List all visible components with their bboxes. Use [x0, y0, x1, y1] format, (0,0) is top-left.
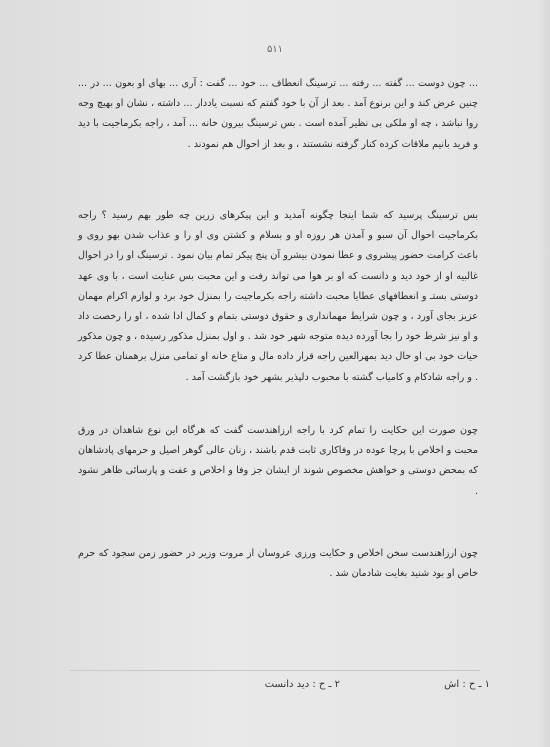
paragraph-4: چون ارزاهندست سخن اخلاص و حکایت ورزی عروسان از مروت وزیر در حضور زمن سجود که حرم خاص او بود شنید بغایت شادمان شد .: [78, 548, 478, 580]
paragraph-1: ... چون دوست ... گفته ... رفته ... ترسینگ انعطاف ... خود ... گفت : آری ... بهای او بعون ... در ... چنین عرض کند و این برنوع آمد . بعد از آن با خود گفتم که نسبت یاددار ... داشته ، نشان او بهیچ وجه روا نباشد ، چه او ملکی بی نظیر آمده است . بس ترسینگ بیرون خانه ... آمد ، راجه بکرماجیت با دید و فرید بانیم ملاقات کرده کنار گرفته نشستند ، و بعد از احوال هم نمودند .: [78, 78, 478, 150]
paragraph-2: بس ترسینگ پرسید که شما اینجا چگونه آمدید و این پیکرهای زرین چه طور بهم رسید ؟ راجه بکرماجیت احوال آن سبو و آمدن هر روزه او و بسلام و کشتن وی او را و عذاب شدن بهو روی و باعث کرامت حضور پیشروی و عطا نمودن بیشرو آن پنج پیکر تمام بیان نمود . ترسینگ او را در احوال غالبیه او از خود دید و دانست که او بر هوا می تواند رفت و این محبت بس عنایت است ، با وی عهد دوستی بستـ و انعطافهای عطایا محبت داشته راجه بکرماجیت را بمنزل خود برد و لوازم اکرام مهمان عزیز بجای آورد ، و چون شرایط مهمانداری و حقوق دوستی بتمام و کمال ادا شده ، او را رخصت داد و او نیز شرط خود را بجا آورده دیده متوجه شهر خود شد . و اول بمنزل مذکور رسیده ، و چون مذکور حیات خود بی او حال دید بمهرالعین راجه قرار داده مال و متاع خانه او تمامی منزل برهمنان عطا کرد . و راجه شادکام و کامیاب گشته با محبوب دلپذیر بشهر خود بازگشت آمد .: [78, 210, 478, 383]
page-number: ۵۱۱: [266, 44, 284, 55]
page-edge-shadow: [536, 0, 550, 747]
paragraph-3: چون صورت این حکایت را تمام کرد با راجه ارزاهندست گفت که هرگاه این نوع شاهدان در ورق محبت و اخلاص با پرچا عوده در وفاکاری ثابت قدم باشند ، زنان عالی گوهر اصیل و حرمهای پادشاهان که بمحض دوستی و خواهش مخصوص شوند از ایشان جز وفا و اخلاص و عفت و پارسائی ظاهر نشود .: [78, 425, 478, 497]
footnote-1: ۱ ـ ح : اش: [444, 679, 490, 690]
footnote-divider: [70, 670, 480, 671]
footnotes: [60, 679, 490, 701]
footnote-2: ۲ ـ ح : دید دانست: [264, 679, 340, 690]
